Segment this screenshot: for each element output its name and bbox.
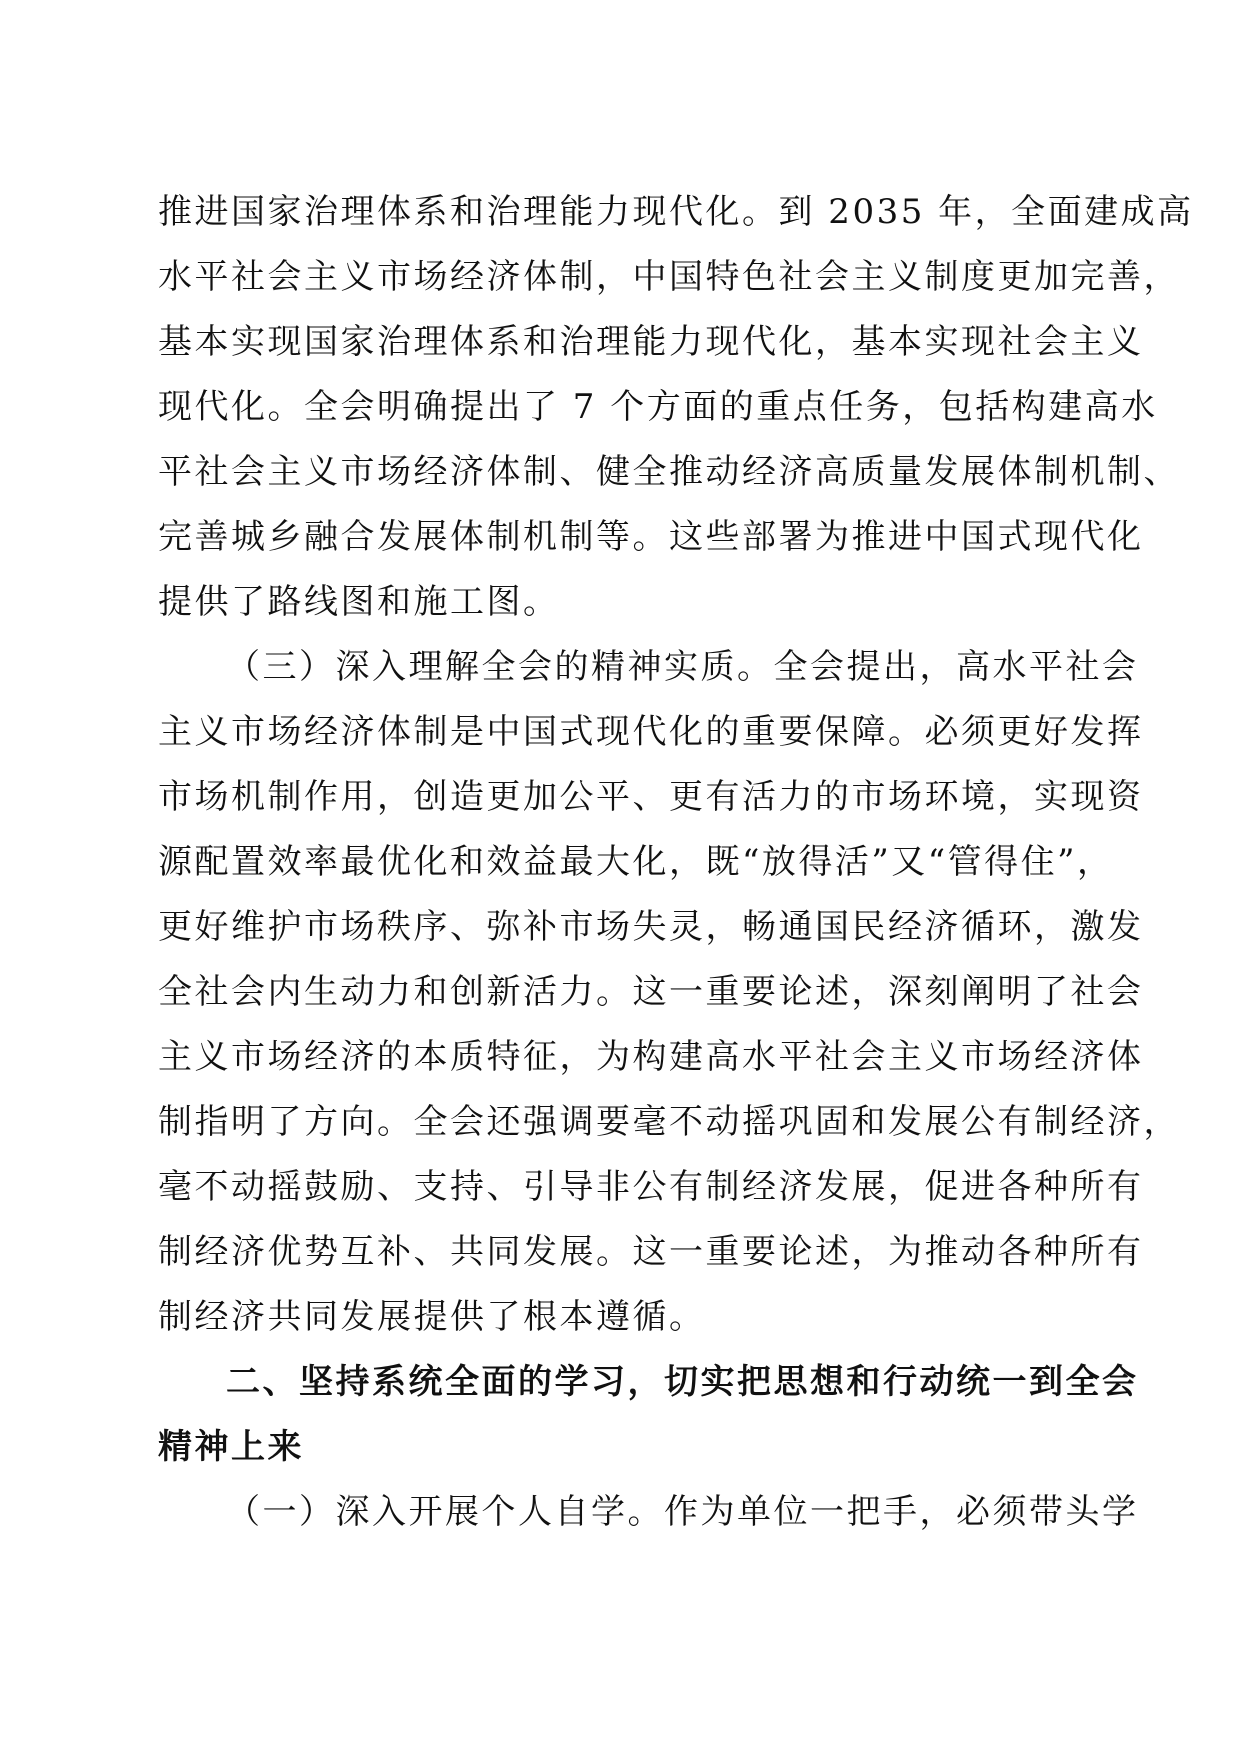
paragraph-line: 水平社会主义市场经济体制，中国特色社会主义制度更加完善， xyxy=(158,257,1180,297)
paragraph-line: 源配置效率最优化和效益最大化，既“放得活”又“管得住”， xyxy=(158,842,1114,882)
paragraph-line: 提供了路线图和施工图。 xyxy=(158,582,560,622)
section-heading-line: 二、坚持系统全面的学习，切实把思想和行动统一到全会 xyxy=(226,1362,1139,1402)
paragraph-line: 主义市场经济体制是中国式现代化的重要保障。必须更好发挥 xyxy=(158,712,1144,752)
paragraph-line: 制经济优势互补、共同发展。这一重要论述，为推动各种所有 xyxy=(158,1232,1144,1272)
paragraph-line: 全社会内生动力和创新活力。这一重要论述，深刻阐明了社会 xyxy=(158,972,1144,1012)
paragraph-line: 推进国家治理体系和治理能力现代化。到 2035 年，全面建成高 xyxy=(158,192,1194,232)
paragraph-line: 主义市场经济的本质特征，为构建高水平社会主义市场经济体 xyxy=(158,1037,1144,1077)
section-heading-line: 精神上来 xyxy=(158,1427,304,1467)
paragraph-line: 毫不动摇鼓励、支持、引导非公有制经济发展，促进各种所有 xyxy=(158,1167,1144,1207)
paragraph-line: 基本实现国家治理体系和治理能力现代化，基本实现社会主义 xyxy=(158,322,1144,362)
paragraph-line: （三）深入理解全会的精神实质。全会提出，高水平社会 xyxy=(226,647,1139,687)
paragraph-line: 制经济共同发展提供了根本遵循。 xyxy=(158,1297,706,1337)
paragraph-line: 平社会主义市场经济体制、健全推动经济高质量发展体制机制、 xyxy=(158,452,1180,492)
paragraph-line: 更好维护市场秩序、弥补市场失灵，畅通国民经济循环，激发 xyxy=(158,907,1144,947)
paragraph-line: （一）深入开展个人自学。作为单位一把手，必须带头学 xyxy=(226,1492,1139,1532)
paragraph-line: 完善城乡融合发展体制机制等。这些部署为推进中国式现代化 xyxy=(158,517,1144,557)
paragraph-line: 市场机制作用，创造更加公平、更有活力的市场环境，实现资 xyxy=(158,777,1144,817)
body-text xyxy=(158,180,1194,1545)
paragraph-line: 制指明了方向。全会还强调要毫不动摇巩固和发展公有制经济， xyxy=(158,1102,1180,1142)
paragraph-line: 现代化。全会明确提出了 7 个方面的重点任务，包括构建高水 xyxy=(158,387,1158,427)
